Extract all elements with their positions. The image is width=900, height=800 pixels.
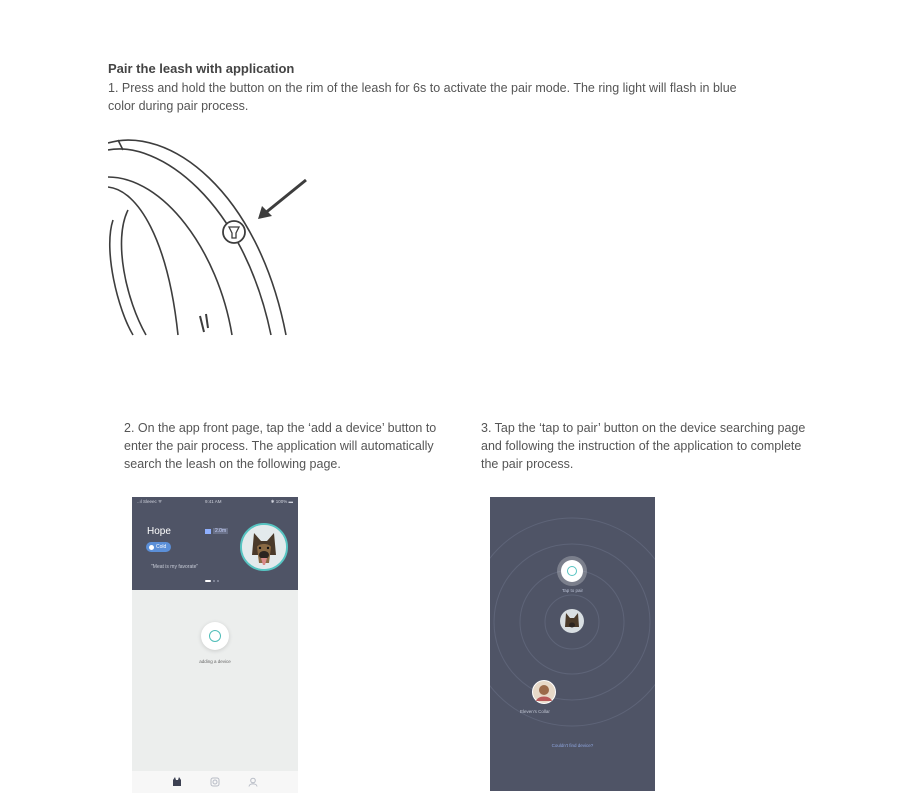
page-dot-active	[205, 580, 211, 582]
step-2-text: 2. On the app front page, tap the ‘add a device’ button to enter the pair process. The application will automatically search the leash on the following page.	[124, 421, 437, 471]
tab-device-icon[interactable]	[210, 777, 220, 787]
leash-illustration	[108, 130, 308, 336]
status-badge-label: Cold	[156, 544, 167, 550]
page-dot	[213, 580, 215, 582]
collar-device-label: Eleven's Collar	[520, 709, 550, 714]
collar-device-avatar[interactable]	[532, 680, 556, 704]
add-device-button[interactable]	[201, 622, 229, 650]
pet-name: Hope	[147, 526, 171, 537]
tap-to-pair-button[interactable]	[557, 556, 587, 586]
page-indicator	[205, 580, 219, 582]
pair-ring-icon	[209, 630, 221, 642]
carrier-label: ..ıl Sleeec ᯤ	[137, 499, 163, 504]
thermometer-icon	[149, 545, 154, 550]
distance-indicator	[205, 528, 228, 534]
arrow-icon	[258, 180, 306, 219]
pet-card-header	[132, 497, 298, 590]
status-bar	[132, 497, 298, 507]
device-search-screenshot	[490, 497, 655, 791]
page-dot	[217, 580, 219, 582]
dog-photo	[242, 525, 286, 569]
battery-label: ✱ 100% ▬	[270, 499, 293, 504]
step-3-text: 3. Tap the ‘tap to pair’ button on the device searching page and following the instruction of the application to complete the pair process.	[481, 421, 806, 471]
clock-label: 9:41 AM	[205, 499, 222, 504]
status-badge	[146, 542, 171, 552]
tab-bar	[132, 771, 298, 793]
tab-pet-icon[interactable]	[172, 777, 182, 787]
section-heading: Pair the leash with application	[108, 61, 295, 76]
tab-profile-icon[interactable]	[248, 777, 258, 787]
pair-ring-icon	[567, 566, 577, 576]
location-icon	[205, 529, 211, 534]
pet-avatar-center	[560, 609, 584, 633]
pet-quote: "Meat is my favorate"	[151, 564, 199, 570]
tap-to-pair-label: Tap to pair	[561, 588, 583, 593]
add-device-label: adding a device	[199, 659, 231, 664]
device-not-found-link[interactable]: Couldn't find device?	[551, 743, 594, 748]
app-front-page-screenshot	[132, 497, 298, 793]
pet-avatar[interactable]	[240, 523, 288, 571]
step-1-text: 1. Press and hold the button on the rim of the leash for 6s to activate the pair mode. The ring light will flash in blue color during pair process.	[108, 81, 737, 113]
leash-button-icon	[223, 221, 245, 243]
distance-value: 2.0m	[215, 528, 227, 534]
